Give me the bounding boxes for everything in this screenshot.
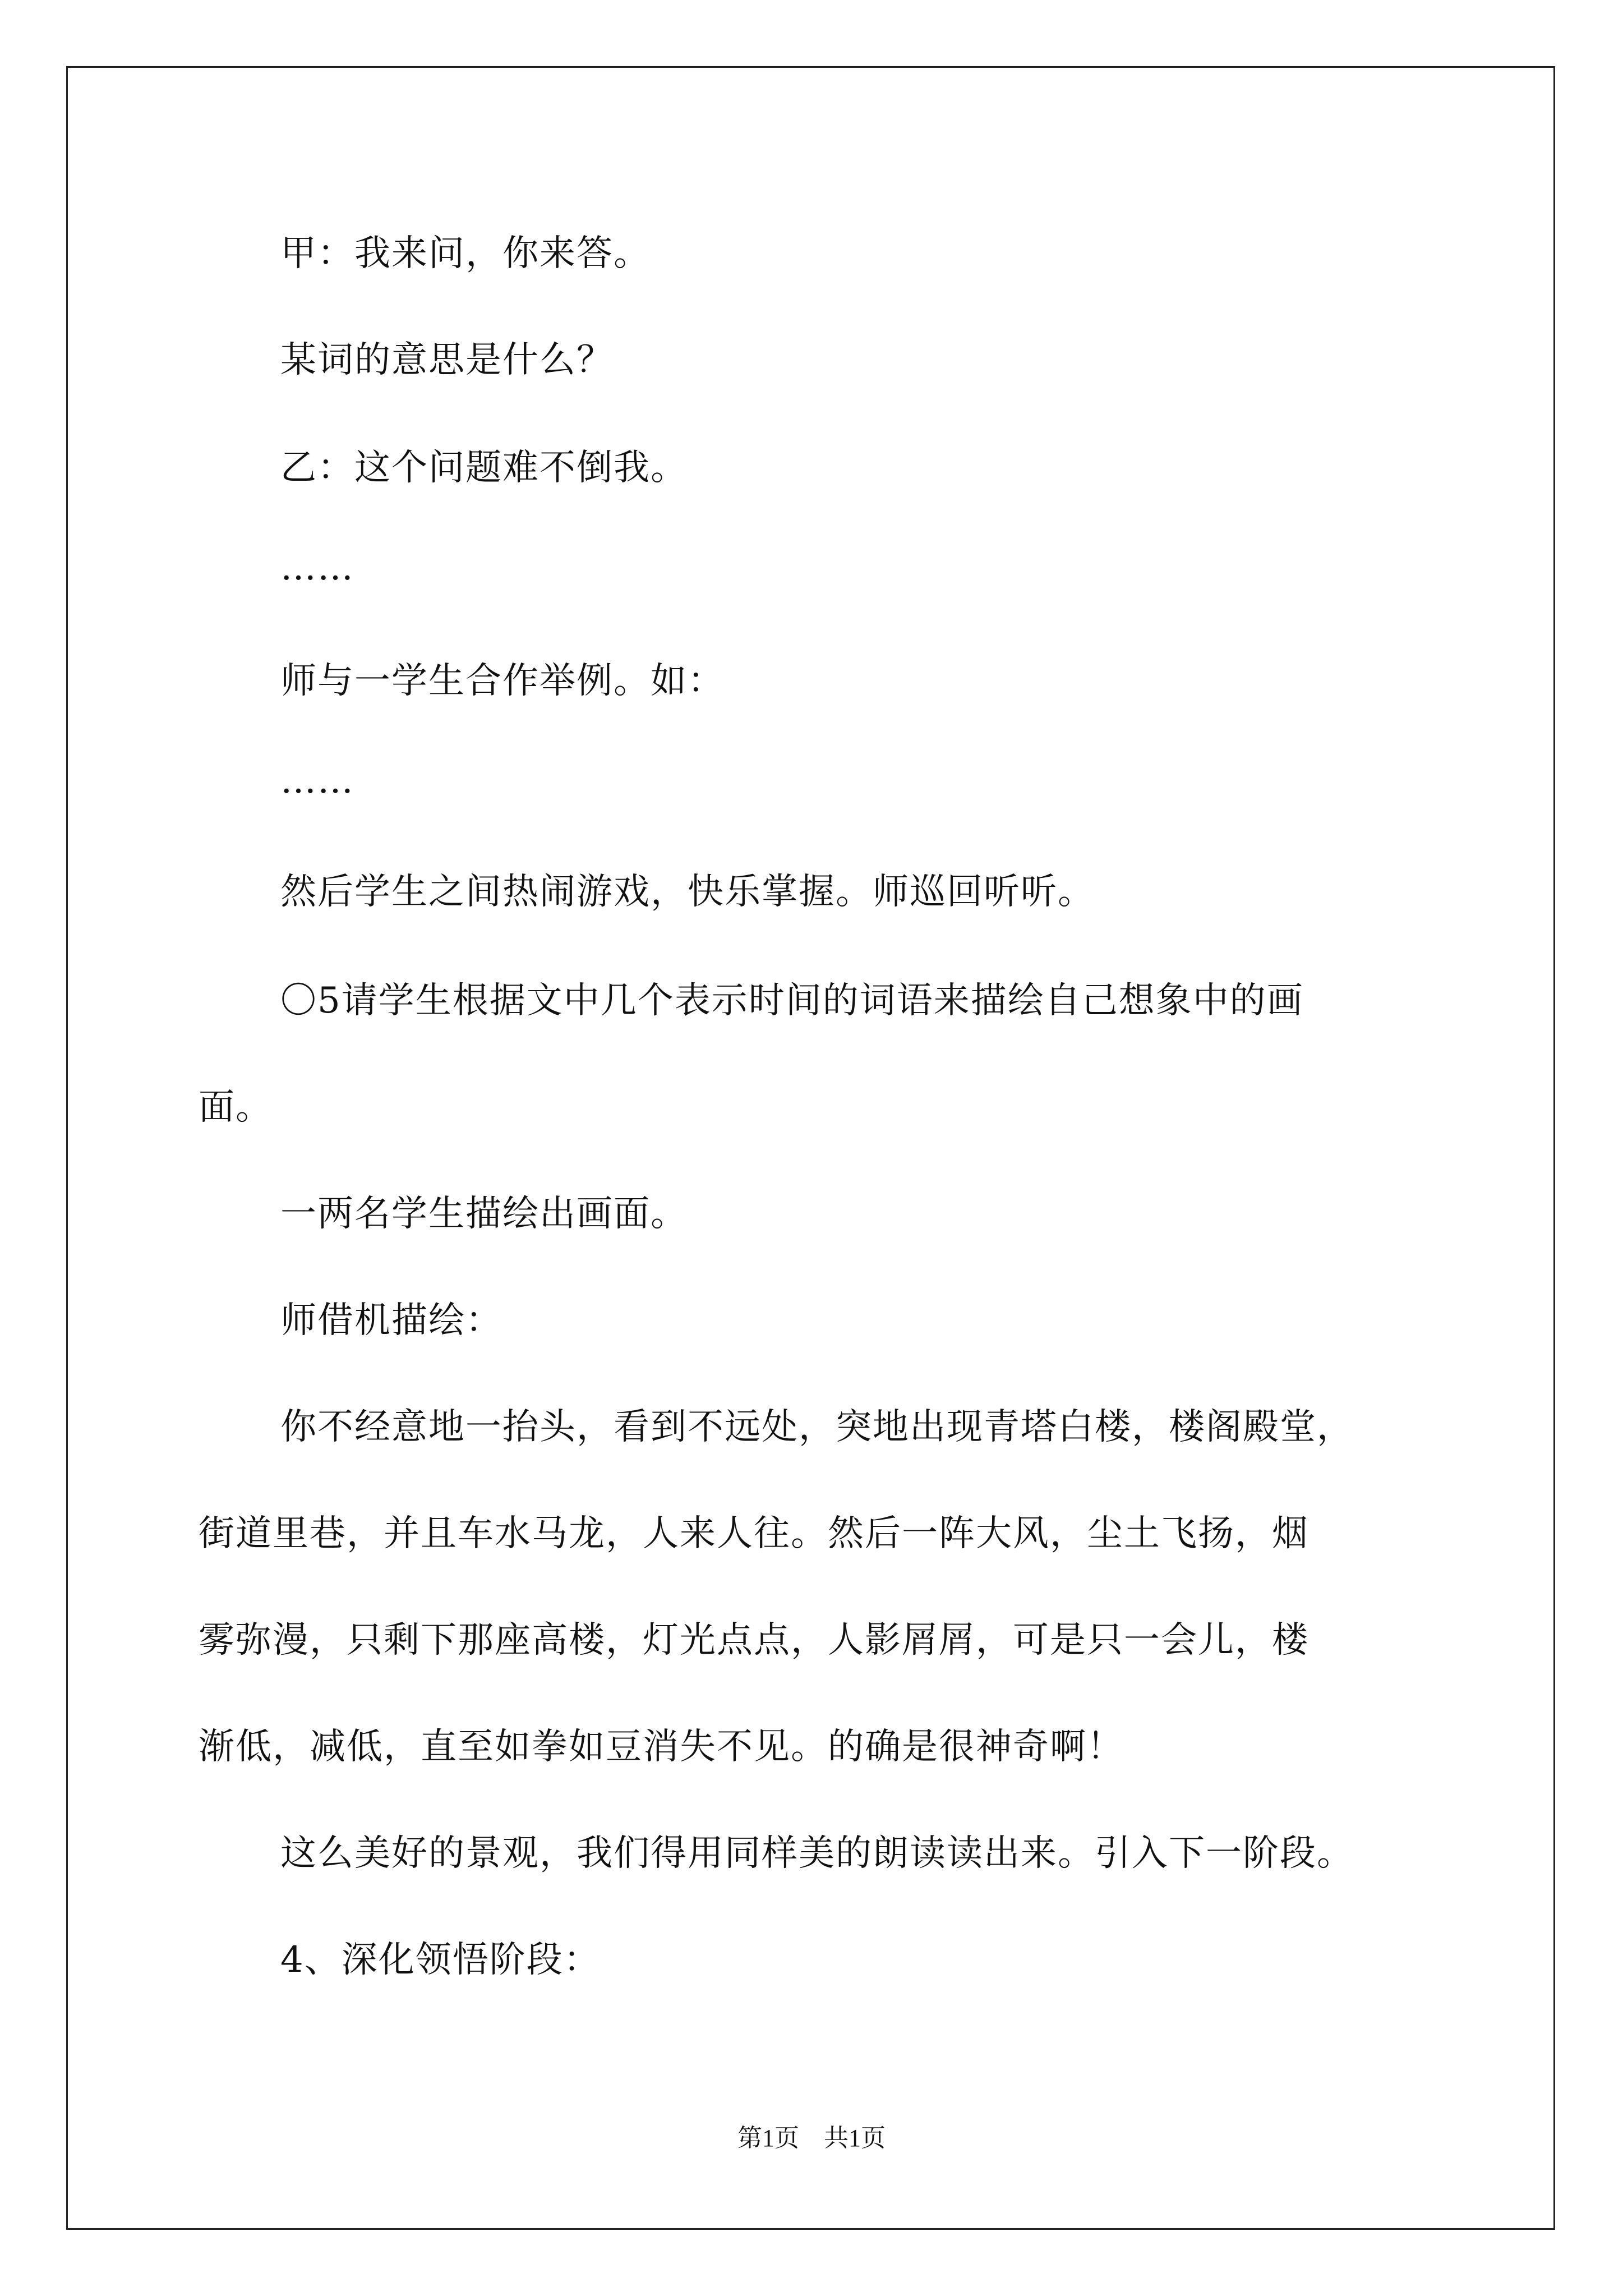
page-border	[66, 66, 1555, 2230]
paragraph-line: 这么美好的景观，我们得用同样美的朗读读出来。引入下一阶段。	[280, 1833, 1354, 1874]
paragraph-line: 〇5请学生根据文中几个表示时间的词语来描绘自己想象中的画	[280, 980, 1304, 1022]
paragraph-line: 一两名学生描绘出画面。	[280, 1193, 688, 1235]
paragraph-line: 雾弥漫，只剩下那座高楼，灯光点点，人影屑屑，可是只一会儿，楼	[199, 1619, 1309, 1661]
paragraph-line: 你不经意地一抬头，看到不远处，突地出现青塔白楼，楼阁殿堂，	[280, 1406, 1354, 1448]
paragraph-line: 甲：我来问，你来答。	[280, 233, 651, 274]
paragraph-line: 面。	[199, 1087, 273, 1128]
paragraph-line: 渐低，减低，直至如拳如豆消失不见。的确是很神奇啊！	[199, 1726, 1124, 1768]
paragraph-line: ……	[280, 760, 354, 802]
paragraph-line: ……	[280, 547, 354, 588]
paragraph-line: 然后学生之间热闹游戏，快乐掌握。师巡回听听。	[280, 871, 1095, 913]
paragraph-line: 某词的意思是什么？	[280, 339, 614, 381]
paragraph-line: 4、深化领悟阶段：	[280, 1939, 601, 1981]
paragraph-line: 师与一学生合作举例。如：	[280, 660, 725, 702]
paragraph-line: 乙：这个问题难不倒我。	[280, 447, 688, 489]
paragraph-line: 师借机描绘：	[280, 1300, 502, 1341]
page-number-footer: 第1页 共1页	[737, 2124, 886, 2152]
paragraph-line: 街道里巷，并且车水马龙，人来人往。然后一阵大风，尘土飞扬，烟	[199, 1513, 1309, 1554]
